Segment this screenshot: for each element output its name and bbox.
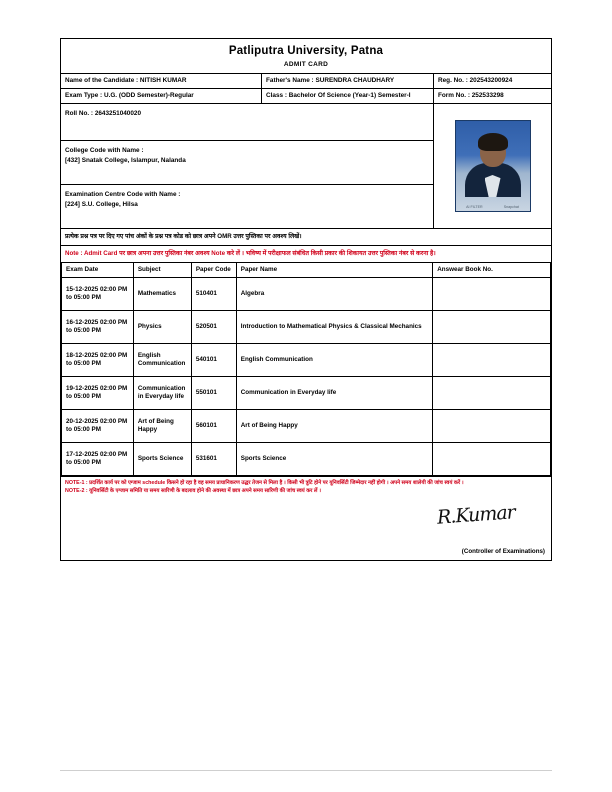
- cell-subject: Physics: [133, 311, 191, 344]
- cell-paper-code: 540101: [191, 344, 236, 377]
- cell-exam-date: 15-12-2025 02:00 PM to 05:00 PM: [62, 278, 134, 311]
- signature-mark: R.Kumar: [436, 501, 516, 530]
- photo-caption-right: Snapchat: [503, 205, 519, 209]
- cell-paper-code: 510401: [191, 278, 236, 311]
- document-type: ADMIT CARD: [283, 61, 329, 68]
- centre-value: [224] S.U. College, Hilsa: [65, 200, 138, 208]
- candidate-name: Name of the Candidate : NITISH KUMAR: [65, 77, 187, 84]
- cell-exam-date: 16-12-2025 02:00 PM to 05:00 PM: [62, 311, 134, 344]
- cell-exam-date: 18-12-2025 02:00 PM to 05:00 PM: [62, 344, 134, 377]
- cell-paper-code: 550101: [191, 377, 236, 410]
- signature-block: [61, 498, 551, 560]
- cell-subject: Sports Science: [133, 443, 191, 476]
- table-row: [62, 278, 551, 311]
- registration-number: Reg. No. : 202543200924: [433, 74, 551, 88]
- cell-paper-name: Algebra: [236, 278, 433, 311]
- page-title: Patliputra University, Patna: [228, 45, 384, 57]
- cell-answer-book: [433, 311, 551, 344]
- table-row: [62, 344, 551, 377]
- cell-answer-book: [433, 344, 551, 377]
- footnote-2: NOTE-2 : यूनिवर्सिटी के एग्जाम समिति या समय सारिणी के बदलाव होने की अवस्था में छात्र अपने समय सारिणी की जांच स्वयं कर लें ।: [65, 488, 321, 495]
- signature-caption: (Controller of Examinations): [461, 548, 545, 556]
- admit-card: [60, 38, 552, 561]
- header-paper-name: Paper Name: [236, 262, 433, 278]
- photo-caption-left: AI FILTER: [466, 205, 483, 209]
- photo-cell: [433, 104, 551, 228]
- cell-paper-name: Art of Being Happy: [236, 410, 433, 443]
- cell-answer-book: [433, 410, 551, 443]
- table-row: [62, 311, 551, 344]
- admit-card-note: Note : Admit Card पर छात्र अपना उत्तर पुस्तिका नंबर अवश्य Note करे लें । भविष्य में परीक्षाफल संबंधित किसी प्रकार की शिकायत उत्तर पुस्तिका नंबर से करना है।: [61, 245, 551, 262]
- details-block: [61, 104, 433, 228]
- exam-type: Exam Type : U.G. (ODD Semester)-Regular: [65, 92, 194, 99]
- header-subject: Subject: [133, 262, 191, 278]
- cell-paper-name: Communication in Everyday life: [236, 377, 433, 410]
- page-footer-divider: [60, 770, 552, 771]
- cell-paper-name: Introduction to Mathematical Physics & Classical Mechanics: [236, 311, 433, 344]
- candidate-row-1: [61, 73, 551, 88]
- cell-subject: Communication in Everyday life: [133, 377, 191, 410]
- cell-exam-date: 20-12-2025 02:00 PM to 05:00 PM: [62, 410, 134, 443]
- footnote-1: NOTE-1 : प्रदर्शित कार्य पर को एग्जाम schedule किसने हो रहा है वह समय प्राधानिकरण उद्धर तेजन से मिला है । किसी भी त्रुटि होने पर यूनिवर्सिटी जिम्मेदार नहीं होगी । अपने समय शालेयी की जांच स्वयं करें ।: [65, 480, 464, 487]
- father-name: Father's Name : SURENDRA CHAUDHARY: [261, 74, 433, 88]
- roll-number: Roll No. : 2643251040020: [65, 110, 142, 117]
- college-block: [61, 140, 433, 184]
- cell-answer-book: [433, 278, 551, 311]
- class: Class : Bachelor Of Science (Year-1) Semester-I: [261, 89, 433, 103]
- cell-exam-date: 17-12-2025 02:00 PM to 05:00 PM: [62, 443, 134, 476]
- cell-paper-code: 560101: [191, 410, 236, 443]
- omr-instruction: प्रत्येक प्रश्न पत्र पर दिए गए पांच अंकों के प्रश्न पत्र कोड को छात्र अपने OMR उत्तर पुस्तिका पर अवश्य लिखें।: [61, 228, 551, 245]
- table-row: [62, 410, 551, 443]
- centre-block: [61, 184, 433, 228]
- candidate-row-2: [61, 88, 551, 103]
- form-number: Form No. : 252533298: [433, 89, 551, 103]
- cell-answer-book: [433, 377, 551, 410]
- college-value: [432] Snatak College, Islampur, Nalanda: [65, 156, 186, 164]
- table-row: [62, 377, 551, 410]
- header-exam-date: Exam Date: [62, 262, 134, 278]
- cell-subject: Art of Being Happy: [133, 410, 191, 443]
- table-row: [62, 443, 551, 476]
- photo-hair: [478, 133, 508, 151]
- table-header-row: [62, 262, 551, 278]
- details-photo-block: [61, 103, 551, 228]
- cell-paper-name: Sports Science: [236, 443, 433, 476]
- cell-exam-date: 19-12-2025 02:00 PM to 05:00 PM: [62, 377, 134, 410]
- candidate-photo: [455, 120, 531, 212]
- centre-label: Examination Centre Code with Name :: [65, 191, 181, 198]
- exam-schedule-table: [61, 262, 551, 477]
- cell-subject: English Communication: [133, 344, 191, 377]
- photo-caption: [456, 205, 530, 209]
- header-paper-code: Paper Code: [191, 262, 236, 278]
- college-label: College Code with Name :: [65, 147, 144, 154]
- header-answer-book: Answear Book No.: [433, 262, 551, 278]
- cell-subject: Mathematics: [133, 278, 191, 311]
- cell-paper-code: 520501: [191, 311, 236, 344]
- cell-paper-code: 531601: [191, 443, 236, 476]
- cell-paper-name: English Communication: [236, 344, 433, 377]
- footnotes: [61, 476, 551, 498]
- cell-answer-book: [433, 443, 551, 476]
